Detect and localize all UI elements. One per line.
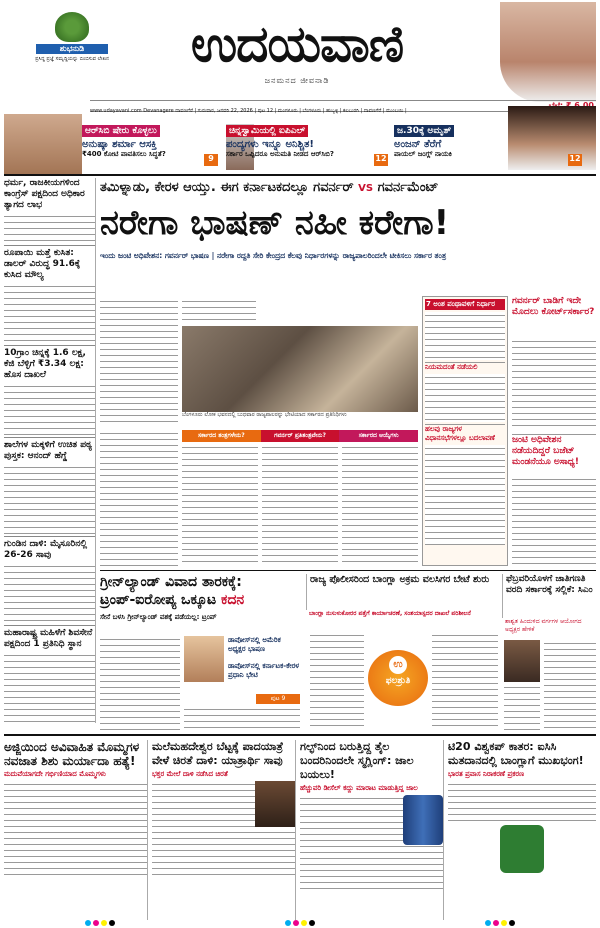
greenland-body xyxy=(100,636,180,730)
left-story-1-body xyxy=(4,213,95,243)
police-deck: ಬಾಂಗ್ಲಾ ನುಸುಳುಕೋರರ ಪತ್ತೆಗೆ ಕಾರ್ಯಾಚರಣೆ, ಸಂಶಯಾಸ್ಪದರ ದಾಖಲೆ ಪರಿಶೀಲನೆ xyxy=(309,610,471,617)
badge-text: ಪ್ರಸಿದ್ಧ ಪ್ರಜ್ಞೆ ಸಮೃದ್ಧಿಯನ್ನು ಬಿಂಬಿಸುವ ಲೇಖನ xyxy=(35,56,109,62)
teaser-3-line3: ಪಾಯಲ್ ಜಂಗ್ಲ್ ನಾಯಕಿ xyxy=(394,150,452,158)
masthead-logo[interactable]: ಉದಯವಾಣಿ xyxy=(190,15,404,73)
bottom-story-1-deck: ಮದುವೆಯಾಗದೇ ಗರ್ಭಿಣಿಯಾದ ಮೊಮ್ಮಗಳು xyxy=(4,770,106,778)
side-head-2[interactable]: ಜಂಟಿ ಅಧಿವೇಶನ ನಡೆಯದಿದ್ದರೆ ಬಜೆಟ್ ಮಂಡನೆಯೂ ಅಸಾಧ್ಯ! xyxy=(512,434,596,474)
trump-photo xyxy=(184,636,224,682)
teaser-2-line1: ಚಿನ್ನಸ್ವಾಮಿಯಲ್ಲಿ ಐಪಿಎಲ್ xyxy=(226,125,308,137)
tab-body-2 xyxy=(262,444,338,566)
teaser-1-line2: ಅನುಷ್ಕಾ ಶರ್ಮಾ ಆಸಕ್ತಿ xyxy=(82,139,157,150)
police-head[interactable]: ರಾಜ್ಯ ಪೊಲೀಸರಿಂದ ಬಾಂಗ್ಲಾ ಅಕ್ರಮ ವಲಸಿಗರ ಬೇಟೆ ಶುರು xyxy=(306,574,498,610)
bottom-story-2-photo xyxy=(255,781,295,827)
teaser-2-line3: ಸರ್ಕಾರ ಒಪ್ಪಿದರೂ ಅನುಮತಿ ನೀಡದ ಆರ್‌ಸಿಬಿ? xyxy=(226,150,334,158)
left-story-4-head[interactable]: ಶಾಲೆಗಳ ಮಕ್ಕಳಿಗೆ ಉಚಿತ ಪಠ್ಯ ಪುಸ್ತಕ: ಆನಂದ್ ಹೆಗ್ಡೆ xyxy=(4,437,95,462)
left-story-2-body xyxy=(4,283,95,343)
left-story-5-body xyxy=(4,563,95,623)
bottom-story-1-body xyxy=(4,781,147,877)
greenland-deck: ಸೇನೆ ಬಳಸಿ ಗ್ರೀನ್‌ಲ್ಯಾಂಡ್ ವಶಕ್ಕೆ ಪಡೆಯಲ್ಲ: ಟ್ರಂಪ್ xyxy=(100,613,217,621)
caste-body-1 xyxy=(544,640,596,730)
side-item-3[interactable]: ಹಲವು ರಾಜ್ಯಗಳ ವಿಧಾನಸಭೆಗಳಲ್ಲೂ ಬದಲಾವಣೆ xyxy=(425,424,505,443)
side-item-2-body xyxy=(425,374,505,422)
bottom-story-3-deck: ಹೆಚ್ಚುವರಿ ಡೀಸೆಲ್ ಕದ್ದು ಮಾರಾಟ ಮಾಡುತ್ತಿದ್ದ ಜಾಲ xyxy=(300,784,418,792)
greenland-head-1[interactable]: ಗ್ರೀನ್‌ಲ್ಯಾಂಡ್ ವಿವಾದ ತಾರಕಕ್ಕೆ: xyxy=(100,574,242,590)
bottom-story-4[interactable] xyxy=(448,740,596,920)
caste-head[interactable]: ಫೆಬ್ರವರಿಯೊಳಗೆ ಜಾತಿಗಣತಿ ವರದಿ ಸರ್ಕಾರಕ್ಕೆ ಸಲ್ಲಿಕೆ: ಸಿಎಂ xyxy=(502,574,596,618)
greenland-head-2a: ಟ್ರಂಪ್-ಐರೋಪ್ಯ ಒಕ್ಕೂಟ xyxy=(100,592,217,608)
lead-headline[interactable]: ನರೇಗಾ ಭಾಷಣ್ ನಹೀ ಕರೇಗಾ! xyxy=(100,203,450,243)
teaser-2[interactable] xyxy=(226,118,390,168)
teaser-3-line2: ಅಂಜನ್ ತೆರೆಗೆ xyxy=(394,139,442,150)
teaser-3[interactable] xyxy=(394,118,504,168)
lead-body-col2 xyxy=(182,298,256,324)
left-story-6-head[interactable]: ಮಹಾರಾಷ್ಟ್ರ ಮಹಿಳೆಗೆ ಶಿವಸೇನೆ ಪಕ್ಷದಿಂದ 1 ಪ್ರತಿನಿಧಿ ಸ್ಥಾನ xyxy=(4,625,95,650)
bottom-story-1-head: ಅಜ್ಜಿಯಿಂದ ಅವಿವಾಹಿತ ಮೊಮ್ಮಗಳ ನವಜಾತ ಶಿಶು ಮರ್ಯಾದಾ ಹತ್ಯೆ! xyxy=(4,740,140,768)
bottom-story-2-head: ಮಲೆಮಹದೇಶ್ವರ ಬೆಟ್ಟಕ್ಕೆ ಪಾದಯಾತ್ರೆ ವೇಳೆ ಚಿರತೆ ದಾಳಿ: ಯಾತ್ರಾರ್ಥಿ ಸಾವು xyxy=(152,740,284,767)
lead-body-col1b xyxy=(100,430,178,566)
lead-deck: ಇಂದು ಜಂಟಿ ಅಧಿವೇಶನ: ಗವರ್ನರ್ ಭಾಷಣ | ನರೇಗಾ ರದ್ದತಿ ಸೇರಿ ಕೇಂದ್ರದ ಕೆಲವು ನಿರ್ಧಾರಗಳನ್ನು ರಾಜ್ಯಪಾಲರಿಂದಲೇ ಟೀಕಿಸಲು ಸರ್ಕಾರ ತಂತ್ರ xyxy=(100,251,447,260)
side-item-3-body xyxy=(425,445,505,545)
phala-badge[interactable] xyxy=(368,650,428,706)
bottom-story-1[interactable] xyxy=(4,740,148,920)
shubhanudi-badge xyxy=(26,12,118,112)
teaser-3-line1: ಜ.30ಕ್ಕೆ ಅಮೃತ್ xyxy=(394,125,454,137)
left-story-5-head[interactable]: ಗುಂಡಿನ ದಾಳಿ: ಮೈಸೂರಿನಲ್ಲಿ 26-26 ಸಾವು xyxy=(4,536,95,561)
left-story-1-head[interactable]: ಧರ್ಮ, ರಾಜಕೀಯಗಳಿಂದ ಕಾಂಗ್ರೆಸ್ ಪಕ್ಷದಿಂದ ಅಧಿಕಾರ ತ್ಯಾಗದ ಲಾಭ xyxy=(4,178,85,210)
greenland-body-2 xyxy=(184,706,300,730)
bangladesh-cricket-logo xyxy=(500,825,544,873)
masthead-tagline: ಜನಮನದ ಜೀವನಾಡಿ xyxy=(264,76,330,85)
side-item-1[interactable]: 7 ಅಂಶ ಪಂಥಾವಳಿಗೆ ನಿರ್ಧಾರ xyxy=(425,299,505,310)
bottom-story-4-head: ಟಿ20 ವಿಶ್ವಕಪ್ ಕಾತರ: ಐಸಿಸಿ ಮತದಾನದಲ್ಲಿ ಬಾಂಗ್ಲಾಗೆ ಮುಖಭಂಗ! xyxy=(448,740,584,767)
left-column xyxy=(4,178,96,723)
lead-photo xyxy=(182,326,418,412)
side-item-1-body xyxy=(425,312,505,360)
teaser-1[interactable] xyxy=(82,118,222,168)
teaser-1-line3: ₹400 ಕೋಟಿ ಪಾವತಿಸಲು ಸಿದ್ಧತೆ? xyxy=(82,150,166,158)
lead-tabs xyxy=(182,430,418,442)
teaser-1-line1: ಆರ್‌ಸಿಬಿ ಷೇರು ಕೊಳ್ಳಲು xyxy=(82,125,160,137)
lead-kicker xyxy=(100,180,596,200)
left-story-3-head[interactable]: 10ಗ್ರಾಂ ಚಿನ್ನಕ್ಕೆ 1.6 ಲಕ್ಷ, ಕೆಜಿ ಬೆಳ್ಳಿಗೆ ₹3.34 ಲಕ್ಷ: ಹೊಸ ದಾಖಲೆ xyxy=(4,345,95,381)
bottom-story-3-head: ಗಲ್ಫ್‌ನಿಂದ ಬರುತ್ತಿದ್ದ ತೈಲ ಬಂದರಿನಿಂದಲೇ ಸ್ಮಗ್ಲಿಂಗ್: ಜಾಲ ಬಯಲು! xyxy=(300,740,414,781)
teaser-2-line2: ಪಂದ್ಯಗಳು ಇನ್ನೂ ಅನಿಶ್ಚಿತ! xyxy=(226,139,314,150)
lead-body-col1 xyxy=(100,298,178,426)
lead-kicker-text: ತಮಿಳ್ನಾಡು, ಕೇರಳ ಆಯ್ತು. ಈಗ ಕರ್ನಾಟಕದಲ್ಲೂ ಗವರ್ನರ್ xyxy=(100,180,354,195)
greenland-head-2b: ಕದನ xyxy=(221,592,245,608)
lead-kicker-text-2: ಗವರ್ನಮೆಂಟ್ xyxy=(377,180,439,195)
teaser-3-page: 12 xyxy=(568,154,582,166)
phala-icon: ಉ xyxy=(389,656,407,674)
vs-badge: VS xyxy=(358,183,374,194)
police-body-1 xyxy=(310,632,364,730)
side-item-2[interactable]: ನಿಯಮದಂತೆ ನಡೆಯಲಿ xyxy=(425,362,505,372)
teaser-photo-1 xyxy=(4,114,82,174)
bottom-story-3[interactable] xyxy=(300,740,444,920)
side-body-2 xyxy=(512,476,596,566)
tab-body-1 xyxy=(182,444,258,566)
side-body-1 xyxy=(512,338,596,430)
siddaramaiah-photo xyxy=(504,640,540,682)
bottom-story-4-body xyxy=(448,781,596,821)
dateline: www.udayavani.com Devanagere ದಾವಣಗೆರೆ | ಗುರುವಾರ, ಜನವರಿ 22, 2026 | ಪುಟ 12 | ಮಂಗಳೂರು | ಬೆಂಗಳೂರು | ಹುಬ್ಬಳ್ಳಿ | ಕಲಬುರಗಿ | ದಾವಣಗೆರೆ | ಮುಂಬಯಿ | xyxy=(90,108,407,114)
left-story-6-body xyxy=(4,652,95,723)
caste-body-2 xyxy=(504,684,540,730)
tree-logo-icon xyxy=(55,12,89,42)
tab-gov-strategy[interactable]: ಸರ್ಕಾರದ ತಂತ್ರಗಳೇನು? xyxy=(182,430,261,442)
caste-deck: ಶಾಶ್ವತ ಹಿಂದುಳಿದ ವರ್ಗಗಳ ಆಯೋಗದ ಅಧ್ಯಕ್ಷರ ಹೇಳಿಕೆ xyxy=(505,618,582,633)
trump-note-2: ಡಾವೋಸ್‌ನಲ್ಲಿ ಕರ್ನಾಟಕ-ಕೇರಳ ಪ್ರಧಾನಿ ಭೇಟಿ xyxy=(228,662,300,679)
left-story-3-body xyxy=(4,383,95,435)
bottom-story-4-deck: ಭಾರತ ಪ್ರವಾಸ ನಿರಾಕರಣೆ ಪ್ರಕರಣ xyxy=(448,770,525,778)
oil-barrel-photo xyxy=(403,795,443,845)
teaser-photo-3 xyxy=(508,106,596,170)
bottom-story-2[interactable] xyxy=(152,740,296,920)
lead-photo-caption: ಬೆಂಗಳೂರು ಲೋಕ ಭವನದಲ್ಲಿ ಬುಧವಾರ ರಾಜ್ಯಪಾಲರನ್ನು ಭೇಟಿಯಾದ ಸರ್ಕಾರದ ಪ್ರತಿನಿಧಿಗಳು xyxy=(182,412,347,418)
model-photo-right xyxy=(500,2,596,102)
side-box xyxy=(422,296,508,566)
teaser-2-page: 12 xyxy=(374,154,388,166)
greenland-head-2[interactable] xyxy=(100,592,300,610)
tab-governor-counter[interactable]: ಗವರ್ನರ್ ಪ್ರತಿತಂತ್ರವೇನು? xyxy=(261,430,340,442)
side-head-1[interactable]: ಗವರ್ನರ್ ಬಾಡಿಗೆ ಇದೇ ಮೊದಲು ಕೋರ್ಟ್‌ಸರ್ಕಾರ? xyxy=(512,296,595,317)
phala-title: ಫಲಶ್ರುತಿ xyxy=(385,676,411,686)
bottom-divider xyxy=(4,734,596,736)
trump-page[interactable]: ಪುಟ 9 xyxy=(256,694,300,704)
left-story-2-head[interactable]: ರೂಪಾಯಿ ಮತ್ತೆ ಕುಸಿತ: ಡಾಲರ್ ವಿರುದ್ಧ 91.6ಕ್ಕೆ ಕುಸಿದ ಮೌಲ್ಯ xyxy=(4,245,95,281)
badge-title: ಶುಭನುಡಿ xyxy=(36,44,108,54)
teaser-1-page: 9 xyxy=(204,154,218,166)
tab-body-3 xyxy=(342,444,418,566)
top-divider xyxy=(4,174,596,176)
bottom-story-2-deck: ಭಕ್ತರ ಮೇಲೆ ದಾಳಿ ನಡೆಸಿದ ಚಿರತೆ xyxy=(152,770,228,778)
left-story-4-body xyxy=(4,464,95,534)
registration-marks xyxy=(0,920,600,928)
mid-divider xyxy=(100,570,596,571)
tab-gov-options[interactable]: ಸರ್ಕಾರದ ಆಯ್ಕೆಗಳು xyxy=(339,430,418,442)
police-body-2 xyxy=(432,632,498,730)
trump-note-1: ಡಾವೋಸ್‌ನಲ್ಲಿ ಅಮೆರಿಕ ಅಧ್ಯಕ್ಷರ ಭಾಷಣ xyxy=(228,636,281,653)
